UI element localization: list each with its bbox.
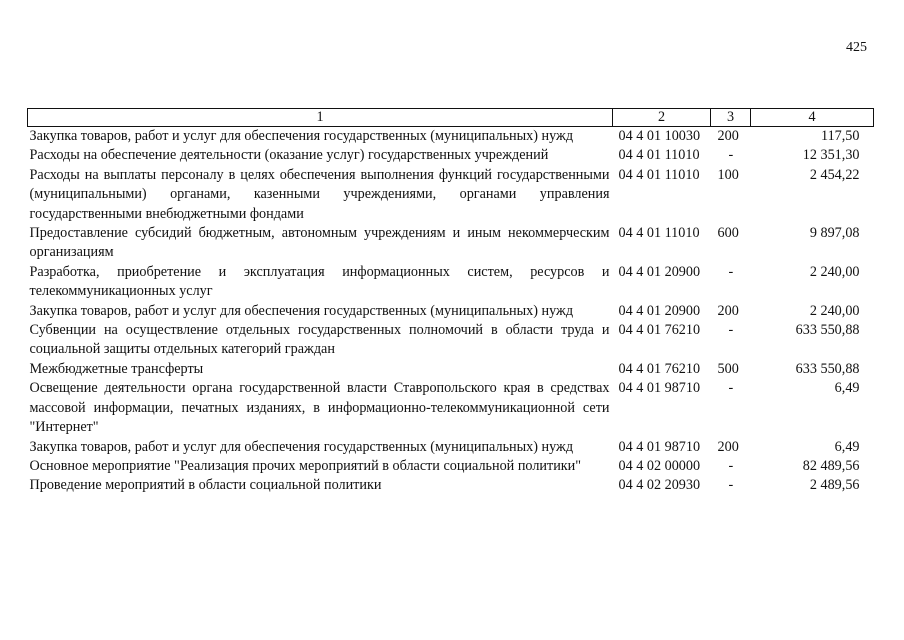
row-description: Освещение деятельности органа государственной власти Ставропольского края в средствах массовой информации, печатных изданиях, в информационно-телекоммуникационной сети "Интернет": [29, 380, 610, 436]
row-amount: 633 550,88: [795, 322, 860, 339]
row-expense-type: -: [728, 380, 734, 397]
row-description: Предоставление субсидий бюджетным, автономным учреждениям и иным некоммерческим организациям: [29, 225, 610, 261]
table-row: [28, 263, 874, 302]
row-description: Закупка товаров, работ и услуг для обеспечения государственных (муниципальных) нужд: [29, 438, 574, 455]
table-row: [28, 224, 874, 263]
table-row: [28, 127, 874, 147]
row-description: Расходы на выплаты персоналу в целях обеспечения выполнения функций государственными (муниципальными) органами, казенными учреждениями, органами управления государственными внебюджетными фондами: [29, 166, 610, 222]
table-row: [28, 360, 874, 379]
row-amount: 2 454,22: [809, 166, 860, 183]
row-description: Закупка товаров, работ и услуг для обеспечения государственных (муниципальных) нужд: [29, 128, 574, 144]
table-row: [28, 146, 874, 165]
row-code: 04 4 01 98710: [618, 438, 701, 455]
table-body: [28, 127, 874, 496]
row-expense-type: -: [728, 477, 734, 494]
table-row: [28, 476, 874, 495]
row-amount: 633 550,88: [795, 360, 860, 377]
row-expense-type: 200: [717, 438, 739, 455]
table-row: [28, 321, 874, 360]
row-code: 04 4 01 11010: [618, 147, 700, 164]
row-description: Межбюджетные трансферты: [29, 360, 204, 377]
table-row: [28, 379, 874, 437]
row-expense-type: -: [728, 263, 734, 280]
row-description: Основное мероприятие "Реализация прочих мероприятий в области социальной политики": [29, 457, 582, 474]
row-code: 04 4 01 10030: [618, 128, 701, 144]
header-col-2: 2: [613, 109, 711, 127]
row-code: 04 4 01 76210: [618, 322, 701, 339]
row-amount: 2 240,00: [809, 263, 860, 280]
row-expense-type: 600: [717, 225, 739, 242]
table-row: [28, 457, 874, 476]
row-code: 04 4 01 98710: [618, 380, 701, 397]
row-expense-type: 200: [717, 302, 739, 319]
row-description: Разработка, приобретение и эксплуатация информационных систем, ресурсов и телекоммуникационных услуг: [29, 263, 610, 300]
row-amount: 6,49: [834, 438, 860, 455]
header-col-1: 1: [28, 109, 613, 127]
page-number: 425: [846, 40, 867, 55]
row-expense-type: -: [728, 457, 734, 474]
row-expense-type: -: [728, 322, 734, 339]
row-amount: 12 351,30: [802, 147, 860, 164]
row-code: 04 4 02 00000: [618, 457, 701, 474]
row-description: Расходы на обеспечение деятельности (оказание услуг) государственных учреждений: [29, 147, 549, 164]
row-code: 04 4 01 76210: [618, 360, 701, 377]
table-row: [28, 302, 874, 321]
budget-table: [27, 108, 874, 496]
row-code: 04 4 01 20900: [618, 302, 701, 319]
row-code: 04 4 02 20930: [618, 477, 701, 494]
row-amount: 9 897,08: [809, 225, 860, 242]
row-amount: 6,49: [834, 380, 860, 397]
row-expense-type: 100: [717, 166, 739, 183]
row-amount: 2 240,00: [809, 302, 860, 319]
row-expense-type: 500: [717, 360, 739, 377]
row-expense-type: 200: [717, 128, 739, 144]
header-col-4: 4: [751, 109, 874, 127]
row-code: 04 4 01 20900: [618, 263, 701, 280]
row-description: Закупка товаров, работ и услуг для обеспечения государственных (муниципальных) нужд: [29, 302, 574, 319]
row-code: 04 4 01 11010: [618, 225, 700, 242]
row-code: 04 4 01 11010: [618, 166, 700, 183]
table-header: [28, 109, 874, 127]
row-description: Проведение мероприятий в области социальной политики: [29, 477, 382, 494]
table-row: [28, 438, 874, 457]
row-amount: 82 489,56: [802, 457, 860, 474]
table-row: [28, 166, 874, 224]
row-description: Субвенции на осуществление отдельных государственных полномочий в области труда и социальной защиты отдельных категорий граждан: [29, 322, 610, 358]
header-col-3: 3: [711, 109, 751, 127]
row-expense-type: -: [728, 147, 734, 164]
row-amount: 117,50: [821, 128, 860, 144]
row-amount: 2 489,56: [809, 477, 860, 494]
